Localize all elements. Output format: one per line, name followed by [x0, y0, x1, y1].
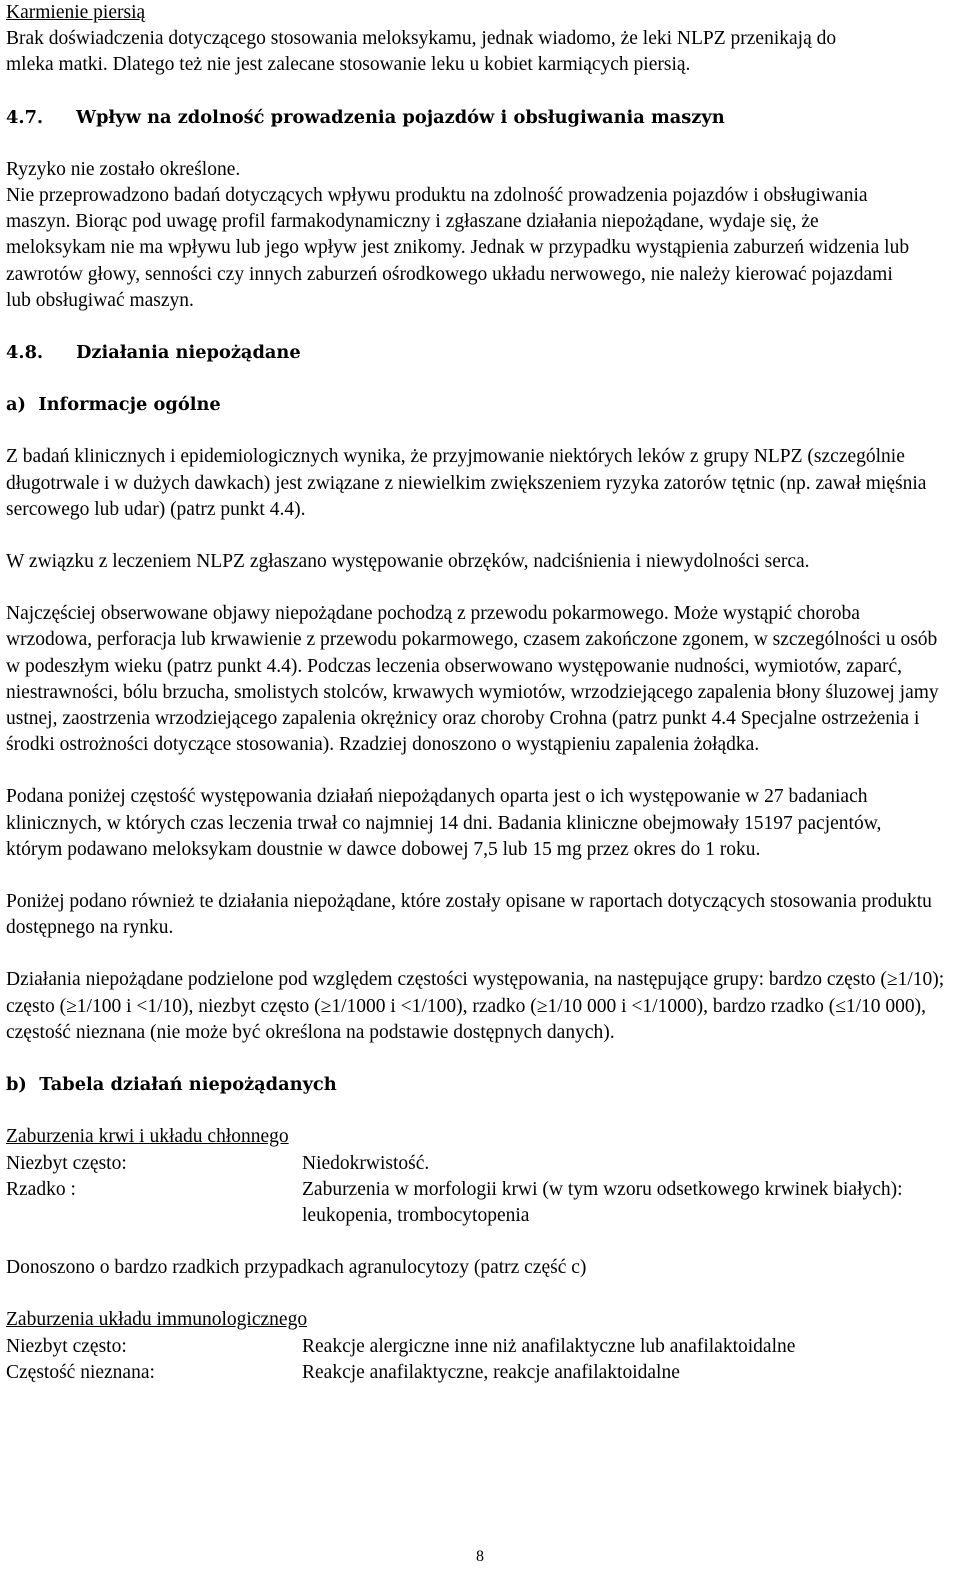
paragraph-czestosc: Podana poniżej częstość występowania działań niepożądanych oparta jest o ich występowanie w 27 badaniach klinicznych, w których czas leczenia trwał co najmniej 14 dni. Badania kliniczne obejmowały 15197 pacjentów, którym podawano meloksykam doustnie w dawce dobowej 7,5 lub 15 mg przez okres do 1 roku. — [6, 786, 882, 860]
paragraph-obrzeki: W związku z leczeniem NLPZ zgłaszano występowanie obrzęków, nadciśnienia i niewydolności serca. — [6, 551, 810, 573]
document-page — [6, 0, 950, 1386]
reaction-text: Niedokrwistość. — [302, 1152, 430, 1174]
frequency-label: Rzadko : — [6, 1178, 76, 1200]
paragraph-grupy-czestosci: Działania niepożądane podzielone pod względem częstości występowania, na następujące grupy: bardzo często (≥1/10); często (≥1/100 i <1/10), niezbyt często (≥1/1000 i <1/100), rzadko (≥1/10 000 i <1/1000), bardzo rzadko (≤1/10 000), częstość nieznana (nie może być określona na podstawie dostępnych danych). — [6, 969, 945, 1043]
section-heading-title: Wpływ na zdolność prowadzenia pojazdów i obsługiwania maszyn — [76, 106, 725, 128]
table-row — [6, 1334, 950, 1360]
subsection-heading-a: a) Informacje ogólne — [6, 394, 221, 416]
section-title-karmienie: Karmienie piersią — [6, 2, 146, 23]
paragraph-raporty: Poniżej podano również te działania niepożądane, które zostały opisane w raportach dotyczących stosowania produktu dostępnego na rynku. — [6, 891, 932, 939]
paragraph-agranulocytoza: Donoszono o bardzo rzadkich przypadkach agranulocytozy (patrz część c) — [6, 1257, 587, 1279]
table-row — [6, 1151, 950, 1177]
paragraph-ryzyko-zatorow: Z badań klinicznych i epidemiologicznych wynika, że przyjmowanie niektórych leków z grupy NLPZ (szczególnie długotrwale i w dużych dawkach) jest związane z niewielkim zwiększeniem ryzyka zatorów tętnic (np. zawał mięśnia sercowego lub udar) (patrz punkt 4.4). — [6, 446, 927, 520]
paragraph-przewod-pokarmowy: Najczęściej obserwowane objawy niepożądane pochodzą z przewodu pokarmowego. Może wystąpić choroba wrzodowa, perforacja lub krwawienie z przewodu pokarmowego, czasem zakończone zgonem, w szczególności u osób w podeszłym wieku (patrz punkt 4.4). Podczas leczenia obserwowano występowanie nudności, wymiotów, zaparć, niestrawności, bólu brzucha, smolistych stolców, krwawych wymiotów, wrzodziejącego zapalenia błony śluzowej jamy ustnej, zaostrzenia wrzodziejącego zapalenia okrężnicy oraz choroby Crohna (patrz punkt 4.4 Specjalne ostrzeżenia i środki ostrożności dotyczące stosowania). Rzadziej donoszono o wystąpieniu zapalenia żołądka. — [6, 603, 939, 756]
section-number: 4.7. — [6, 106, 44, 128]
table-row — [6, 1360, 950, 1386]
frequency-label: Niezbyt często: — [6, 1152, 127, 1174]
frequency-label: Niezbyt często: — [6, 1335, 127, 1357]
page-number: 8 — [476, 1548, 484, 1565]
subsection-heading-b: b) Tabela działań niepożądanych — [6, 1074, 337, 1096]
section-heading-title: Działania niepożądane — [76, 342, 301, 364]
reaction-text: Zaburzenia w morfologii krwi (w tym wzoru odsetkowego krwinek białych): leukopenia, trombocytopenia — [302, 1178, 903, 1226]
section-number: 4.8. — [6, 342, 44, 364]
section-heading-4-8 — [6, 340, 950, 366]
paragraph-badania-pojazdy: Nie przeprowadzono badań dotyczących wpływu produktu na zdolność prowadzenia pojazdów i obsługiwania maszyn. Biorąc pod uwagę profil farmakodynamiczny i zgłaszane działania niepożądane, wydaje się, że meloksykam nie ma wpływu lub jego wpływ jest znikomy. Jednak w przypadku wystąpienia zaburzeń widzenia lub zawrotów głowy, senności czy innych zaburzeń ośrodkowego układu nerwowego, nie należy kierować pojazdami lub obsługiwać maszyn. — [6, 185, 910, 311]
paragraph-karmienie: Brak doświadczenia dotyczącego stosowania meloksykamu, jednak wiadomo, że leki NLPZ przenikają do mleka matki. Dlatego też nie jest zalecane stosowanie leku u kobiet karmiących piersią. — [6, 28, 837, 76]
soc-heading-immuno: Zaburzenia układu immunologicznego — [6, 1309, 308, 1331]
reaction-text: Reakcje alergiczne inne niż anafilaktyczne lub anafilaktoidalne — [302, 1335, 796, 1357]
table-row — [6, 1177, 950, 1229]
paragraph-ryzyko: Ryzyko nie zostało określone. — [6, 158, 241, 180]
frequency-label: Częstość nieznana: — [6, 1361, 155, 1383]
section-heading-4-7 — [6, 105, 950, 131]
reaction-text: Reakcje anafilaktyczne, reakcje anafilaktoidalne — [302, 1361, 680, 1383]
soc-heading-krew: Zaburzenia krwi i układu chłonnego — [6, 1126, 289, 1148]
